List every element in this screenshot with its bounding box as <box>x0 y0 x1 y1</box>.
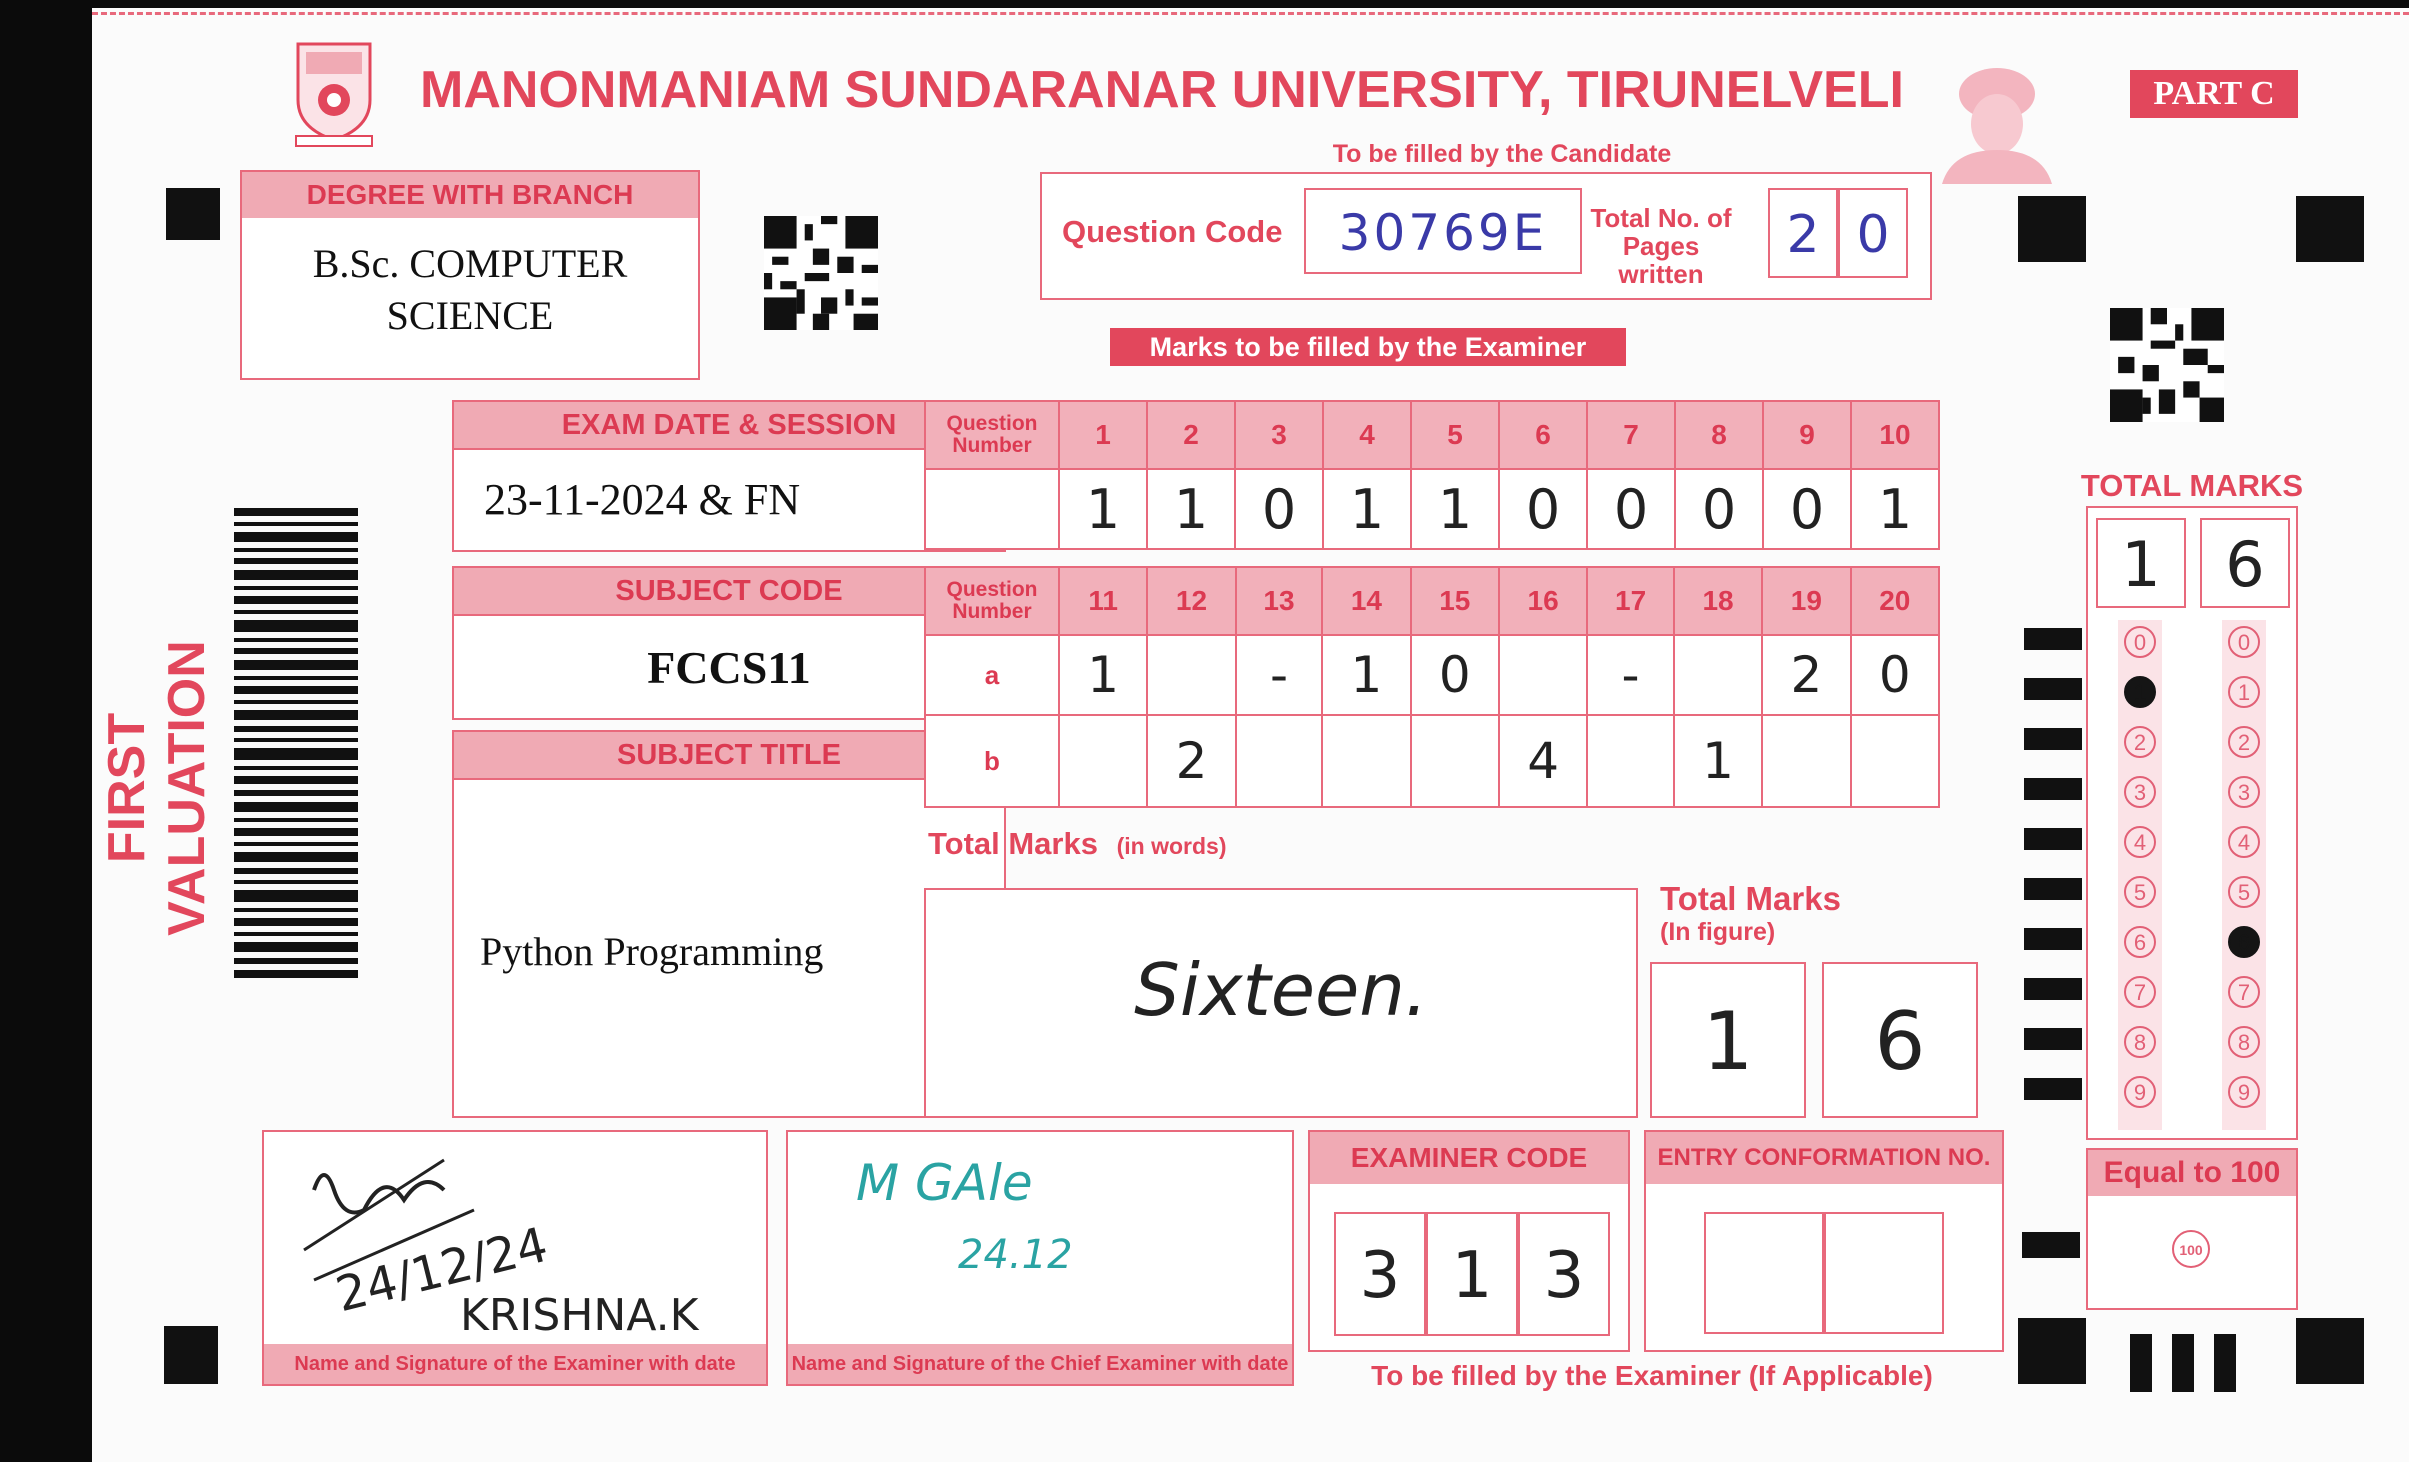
timing-mark <box>2172 1334 2194 1392</box>
total-marks-panel-label: TOTAL MARKS <box>2080 468 2304 503</box>
exam-date-value: 23-11-2024 & FN <box>484 475 801 524</box>
mark-cell <box>1587 715 1674 807</box>
chief-sign-text-2: 24.12 <box>958 1232 1073 1278</box>
total-words-sublabel: (in words) <box>1116 833 1227 859</box>
total-marks-digit-box <box>2200 518 2290 608</box>
mark-cell: 0 <box>1675 469 1763 549</box>
chief-sign-box <box>786 1130 1294 1386</box>
mark-cell: 2 <box>1147 715 1235 807</box>
timing-mark <box>2024 878 2082 900</box>
question-number: 11 <box>1059 567 1147 635</box>
pages-label-line2: Pages written <box>1618 231 1704 289</box>
question-code-field <box>1304 188 1582 274</box>
question-number: 7 <box>1587 401 1675 469</box>
part-badge <box>2130 70 2298 118</box>
pages-digit-text: 0 <box>1856 205 1890 265</box>
entry-conf-cell <box>1824 1212 1944 1334</box>
mark-cell: - <box>1587 635 1674 715</box>
degree-value-line2: SCIENCE <box>386 293 554 338</box>
mark-cell: 0 <box>1499 469 1587 549</box>
bubble-100-text: 100 <box>2179 1242 2203 1258</box>
units-bubble: 2 <box>2228 726 2260 758</box>
registration-mark <box>164 1326 218 1384</box>
university-title: MANONMANIAM SUNDARANAR UNIVERSITY, TIRUNELVELI <box>420 61 1904 119</box>
mark-cell: 0 <box>1235 469 1323 549</box>
answer-sheet <box>92 8 2409 1462</box>
units-bubble: 1 <box>2228 676 2260 708</box>
registration-mark <box>2018 196 2086 262</box>
question-number-header <box>925 401 1059 469</box>
registration-mark <box>2018 1318 2086 1384</box>
timing-mark <box>2024 778 2082 800</box>
university-logo-icon <box>292 40 376 150</box>
registration-mark <box>166 188 220 240</box>
examiner-code-cell <box>1334 1212 1426 1336</box>
units-bubble: 6 <box>2228 926 2260 958</box>
chief-sign-caption: Name and Signature of the Chief Examiner with date <box>788 1344 1292 1384</box>
mark-cell: 1 <box>1851 469 1939 549</box>
total-marks-panel <box>2086 506 2298 1140</box>
question-code-value: 30769E <box>1338 204 1548 262</box>
mark-cell <box>1762 715 1850 807</box>
equal-to-box <box>2086 1148 2298 1310</box>
grid2-row-a <box>925 635 1939 715</box>
degree-label: DEGREE WITH BRANCH <box>242 172 698 218</box>
mark-cell <box>1322 715 1410 807</box>
mark-cell <box>1499 635 1587 715</box>
timing-mark <box>2022 1232 2080 1258</box>
timing-mark <box>2024 978 2082 1000</box>
question-number: 8 <box>1675 401 1763 469</box>
entry-conf-cell <box>1704 1212 1824 1334</box>
pages-digit-text: 2 <box>1786 205 1820 265</box>
timing-mark <box>2024 628 2082 650</box>
examiner-note-text: Marks to be filled by the Examiner <box>1149 332 1587 362</box>
mark-cell: 1 <box>1059 635 1147 715</box>
question-number: 2 <box>1147 401 1235 469</box>
tens-bubble: 1 <box>2124 676 2156 708</box>
mark-cell <box>1851 715 1939 807</box>
units-bubble: 7 <box>2228 976 2260 1008</box>
row-a-label: a <box>925 635 1059 715</box>
examiner-code-digit: 3 <box>1359 1239 1401 1313</box>
header-line: Question <box>946 412 1038 435</box>
mark-cell: 1 <box>1059 469 1147 549</box>
subject-code-box <box>452 566 1006 720</box>
marks-grid-1 <box>924 400 1940 550</box>
total-figure-digit: 6 <box>1874 995 1926 1088</box>
qr-code-icon <box>2110 308 2224 422</box>
tens-bubble: 8 <box>2124 1026 2156 1058</box>
question-number: 6 <box>1499 401 1587 469</box>
mark-cell: 2 <box>1762 635 1850 715</box>
question-number-header <box>925 567 1059 635</box>
subject-title-label: SUBJECT TITLE <box>454 732 1004 780</box>
examiner-code-cell <box>1426 1212 1518 1336</box>
tens-bubble: 6 <box>2124 926 2156 958</box>
mark-cell <box>1236 715 1323 807</box>
qr-code-icon <box>764 216 878 330</box>
registration-mark <box>2296 1318 2364 1384</box>
examiner-note <box>1110 328 1626 366</box>
units-bubble: 0 <box>2228 626 2260 658</box>
entry-conf-box <box>1644 1130 2004 1352</box>
examiner-code-box <box>1308 1130 1630 1352</box>
mark-cell: - <box>1236 635 1323 715</box>
examiner-code-label: EXAMINER CODE <box>1310 1132 1628 1184</box>
timing-mark <box>2024 928 2082 950</box>
total-words-label: Total Marks <box>928 826 1098 861</box>
units-bubble: 8 <box>2228 1026 2260 1058</box>
timing-mark <box>2024 828 2082 850</box>
mark-cell <box>1411 715 1499 807</box>
candidate-note: To be filled by the Candidate <box>1332 140 1672 168</box>
grid2-header-row <box>925 567 1939 635</box>
question-number: 9 <box>1763 401 1851 469</box>
mark-cell <box>1674 635 1762 715</box>
registration-mark <box>2296 196 2364 262</box>
question-code-label: Question Code <box>1062 214 1283 249</box>
candidate-box <box>1040 172 1932 300</box>
exam-date-label: EXAM DATE & SESSION <box>454 402 1004 450</box>
mark-cell: 4 <box>1499 715 1587 807</box>
entry-conf-label: ENTRY CONFORMATION NO. <box>1646 1132 2002 1184</box>
question-number: 12 <box>1147 567 1235 635</box>
pages-written-digit <box>1768 188 1838 278</box>
examiner-sign-box <box>262 1130 768 1386</box>
grid2-row-b <box>925 715 1939 807</box>
timing-mark <box>2024 1078 2082 1100</box>
subject-title-box <box>452 730 1006 1118</box>
mark-cell: 1 <box>1322 635 1410 715</box>
question-number: 13 <box>1236 567 1323 635</box>
units-bubble: 4 <box>2228 826 2260 858</box>
total-words-box <box>924 888 1638 1118</box>
total-words-value: Sixteen. <box>1134 948 1428 1032</box>
blank-cell <box>925 469 1059 549</box>
mark-cell <box>1059 715 1147 807</box>
portrait-icon <box>1932 54 2062 184</box>
question-number: 18 <box>1674 567 1762 635</box>
question-number: 14 <box>1322 567 1410 635</box>
degree-box <box>240 170 700 380</box>
timing-mark <box>2024 1028 2082 1050</box>
question-number: 4 <box>1323 401 1411 469</box>
question-number: 16 <box>1499 567 1587 635</box>
total-marks-digit: 1 <box>2121 528 2161 601</box>
footer-note: To be filled by the Examiner (If Applicable) <box>1371 1360 1933 1391</box>
subject-code-value: FCCS11 <box>647 642 811 693</box>
degree-value <box>242 238 698 342</box>
pages-written-digit <box>1838 188 1908 278</box>
mark-cell: 1 <box>1411 469 1499 549</box>
pages-label-line1: Total No. of <box>1590 203 1732 233</box>
exam-date-box <box>452 400 1006 552</box>
total-words-heading <box>928 826 1227 862</box>
total-marks-digit: 6 <box>2225 528 2265 601</box>
examiner-code-digit: 1 <box>1451 1239 1493 1313</box>
pages-written-label <box>1586 204 1736 288</box>
total-figure-digit: 1 <box>1702 995 1754 1088</box>
units-bubble: 5 <box>2228 876 2260 908</box>
mark-cell: 1 <box>1674 715 1762 807</box>
total-figure-label: Total Marks <box>1660 880 1841 917</box>
examiner-sign-date: 24/12/24 <box>330 1216 554 1324</box>
question-number: 1 <box>1059 401 1147 469</box>
question-number: 17 <box>1587 567 1674 635</box>
mark-cell: 1 <box>1147 469 1235 549</box>
tens-bubble: 9 <box>2124 1076 2156 1108</box>
equal-to-label: Equal to 100 <box>2088 1150 2296 1196</box>
examiner-code-digit: 3 <box>1543 1239 1585 1313</box>
tens-bubble: 2 <box>2124 726 2156 758</box>
mark-cell: 0 <box>1411 635 1499 715</box>
tens-bubble: 4 <box>2124 826 2156 858</box>
mark-cell: 0 <box>1851 635 1939 715</box>
mark-cell: 0 <box>1587 469 1675 549</box>
question-number: 15 <box>1411 567 1499 635</box>
total-figure-sublabel: (In figure) <box>1660 918 1776 946</box>
barcode-icon <box>234 506 358 980</box>
units-bubble: 3 <box>2228 776 2260 808</box>
total-figure-digit-box <box>1650 962 1806 1118</box>
question-number: 10 <box>1851 401 1939 469</box>
mark-cell: 0 <box>1763 469 1851 549</box>
marks-grid-2 <box>924 566 1940 808</box>
header-line: Question <box>946 578 1038 601</box>
subject-code-label: SUBJECT CODE <box>454 568 1004 616</box>
examiner-code-cell <box>1518 1212 1610 1336</box>
top-dashed-border <box>92 12 2409 15</box>
timing-mark <box>2214 1334 2236 1392</box>
bubble-100 <box>2172 1230 2210 1268</box>
chief-sign-text-1: M GAle <box>856 1154 1033 1212</box>
grid1-header-row <box>925 401 1939 469</box>
row-b-label: b <box>925 715 1059 807</box>
mark-cell <box>1147 635 1235 715</box>
degree-value-line1: B.Sc. COMPUTER <box>312 241 628 286</box>
tens-bubble: 3 <box>2124 776 2156 808</box>
mark-cell: 1 <box>1323 469 1411 549</box>
tens-bubble: 5 <box>2124 876 2156 908</box>
timing-mark <box>2130 1334 2152 1392</box>
total-figure-digit-box <box>1822 962 1978 1118</box>
tens-bubble: 7 <box>2124 976 2156 1008</box>
tens-bubble: 0 <box>2124 626 2156 658</box>
question-number: 19 <box>1762 567 1850 635</box>
subject-title-value: Python Programming <box>480 929 824 974</box>
header-line: Number <box>952 600 1032 623</box>
question-number: 3 <box>1235 401 1323 469</box>
question-number: 20 <box>1851 567 1939 635</box>
header-line: Number <box>952 434 1032 457</box>
valuation-label: FIRST VALUATION <box>98 640 216 936</box>
timing-mark <box>2024 678 2082 700</box>
total-figure-heading <box>1660 880 1841 947</box>
examiner-sign-name: KRISHNA.K <box>460 1290 699 1341</box>
part-label: PART C <box>2153 75 2275 112</box>
question-number: 5 <box>1411 401 1499 469</box>
grid1-marks-row <box>925 469 1939 549</box>
timing-mark <box>2024 728 2082 750</box>
units-bubble: 9 <box>2228 1076 2260 1108</box>
examiner-sign-caption: Name and Signature of the Examiner with date <box>264 1344 766 1384</box>
total-marks-digit-box <box>2096 518 2186 608</box>
